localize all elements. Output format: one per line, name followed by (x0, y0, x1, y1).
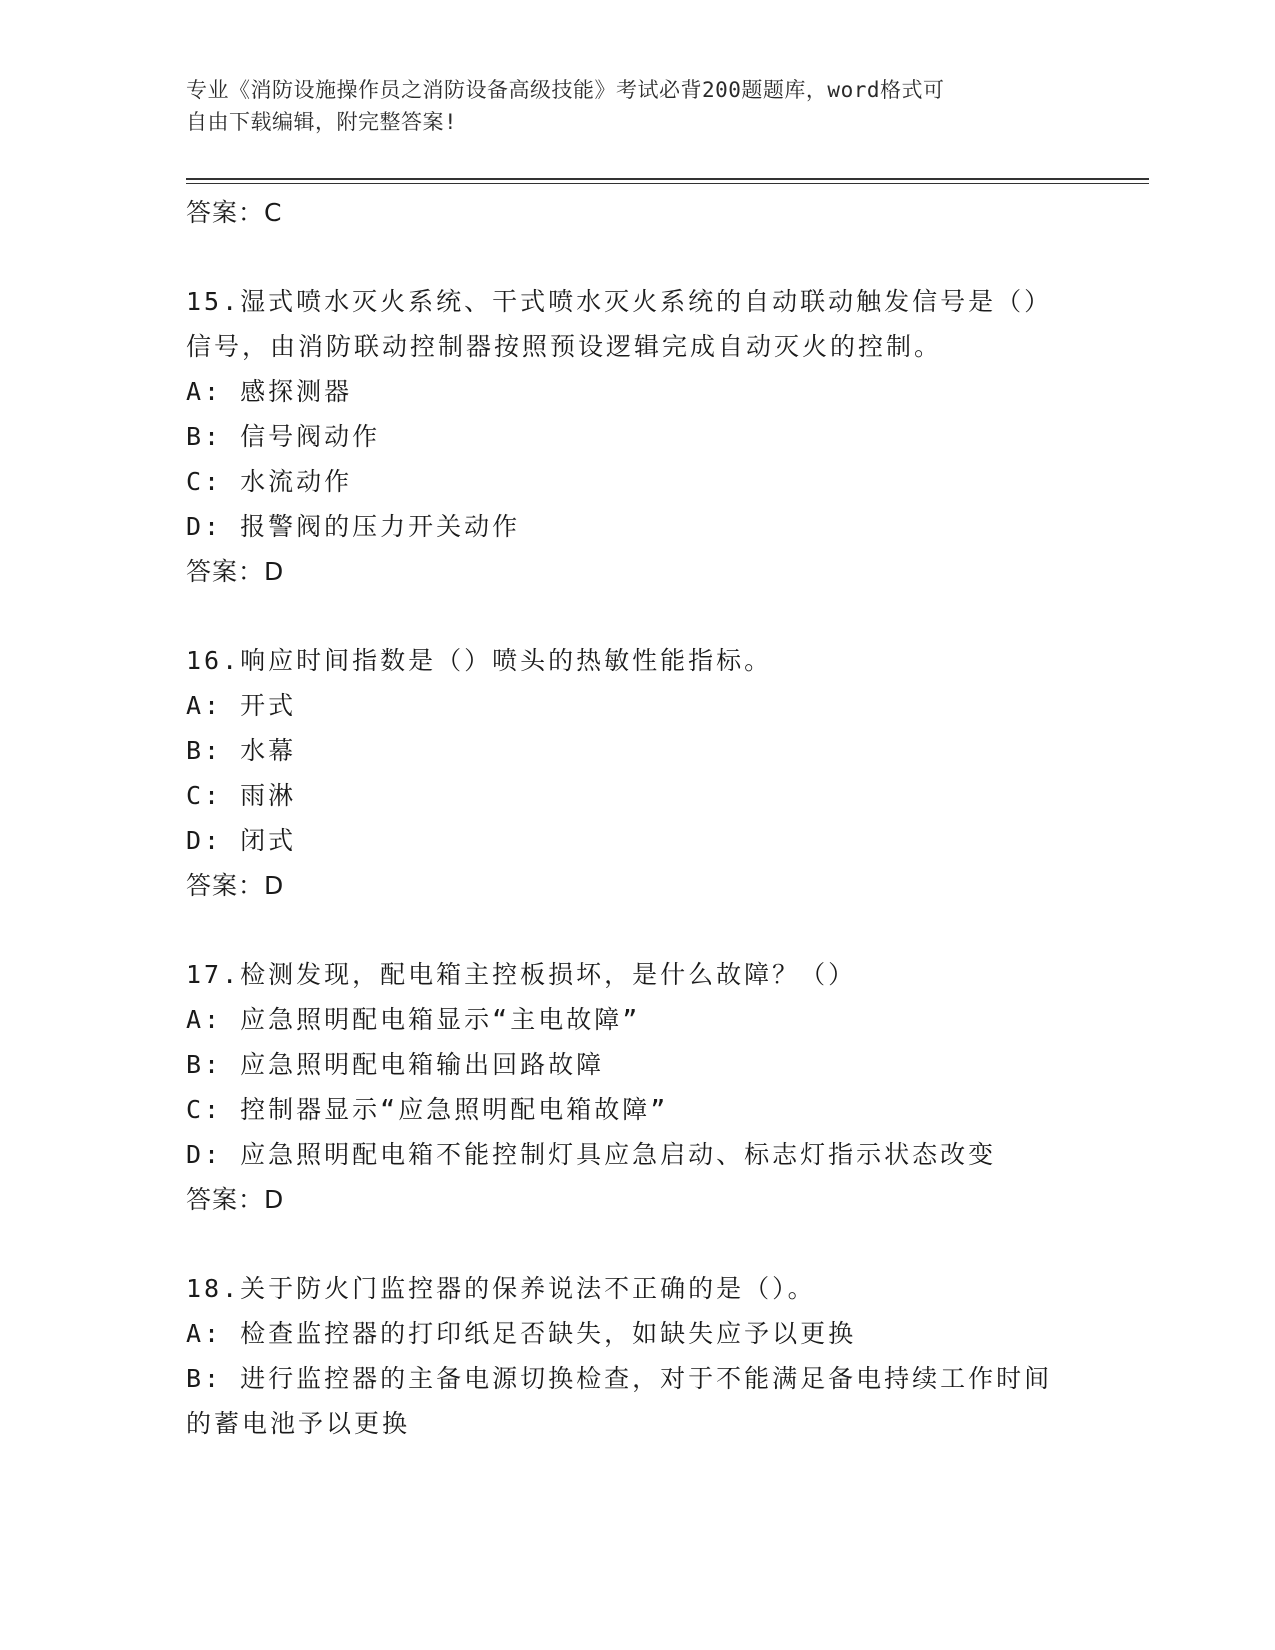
option-b-continuation: 的蓄电池予以更换 (186, 1409, 411, 1438)
option-d: D: 闭式 (186, 826, 297, 855)
page-header (186, 74, 1066, 138)
question-stem: 16.响应时间指数是（）喷头的热敏性能指标。 (186, 646, 773, 675)
header-line-2: 自由下载编辑，附完整答案! (186, 110, 458, 134)
option-a: A: 应急照明配电箱显示“主电故障” (186, 1005, 641, 1034)
option-d: D: 应急照明配电箱不能控制灯具应急启动、标志灯指示状态改变 (186, 1140, 997, 1169)
question-stem: 15.湿式喷水灭火系统、干式喷水灭火系统的自动联动触发信号是（） (186, 287, 1053, 316)
answer-line: 答案：C (186, 198, 283, 227)
question-17 (186, 952, 1086, 1222)
spacer (186, 594, 1086, 638)
spacer (186, 908, 1086, 952)
answer-line: 答案：D (186, 1185, 285, 1214)
option-c: C: 雨淋 (186, 781, 297, 810)
question-15 (186, 279, 1086, 594)
option-a: A: 开式 (186, 691, 297, 720)
question-18 (186, 1266, 1086, 1446)
answer-line: 答案：D (186, 557, 285, 586)
document-body (186, 190, 1086, 1446)
option-b: B: 信号阀动作 (186, 422, 381, 451)
spacer (186, 1222, 1086, 1266)
header-line-1: 专业《消防设施操作员之消防设备高级技能》考试必背200题题库，word格式可 (186, 78, 945, 102)
question-stem: 18.关于防火门监控器的保养说法不正确的是（）。 (186, 1274, 816, 1303)
option-a: A: 感探测器 (186, 377, 353, 406)
option-a: A: 检查监控器的打印纸足否缺失，如缺失应予以更换 (186, 1319, 857, 1348)
header-divider (186, 178, 1149, 184)
option-d: D: 报警阀的压力开关动作 (186, 512, 521, 541)
option-c: C: 水流动作 (186, 467, 353, 496)
question-stem-continuation: 信号，由消防联动控制器按照预设逻辑完成自动灭火的控制。 (186, 332, 943, 361)
spacer (186, 235, 1086, 279)
answer-line: 答案：D (186, 871, 285, 900)
question-stem: 17.检测发现，配电箱主控板损坏，是什么故障？（） (186, 960, 857, 989)
option-b: B: 水幕 (186, 736, 297, 765)
option-b: B: 应急照明配电箱输出回路故障 (186, 1050, 605, 1079)
question-16 (186, 638, 1086, 908)
option-c: C: 控制器显示“应急照明配电箱故障” (186, 1095, 669, 1124)
option-b: B: 进行监控器的主备电源切换检查，对于不能满足备电持续工作时间 (186, 1364, 1053, 1393)
